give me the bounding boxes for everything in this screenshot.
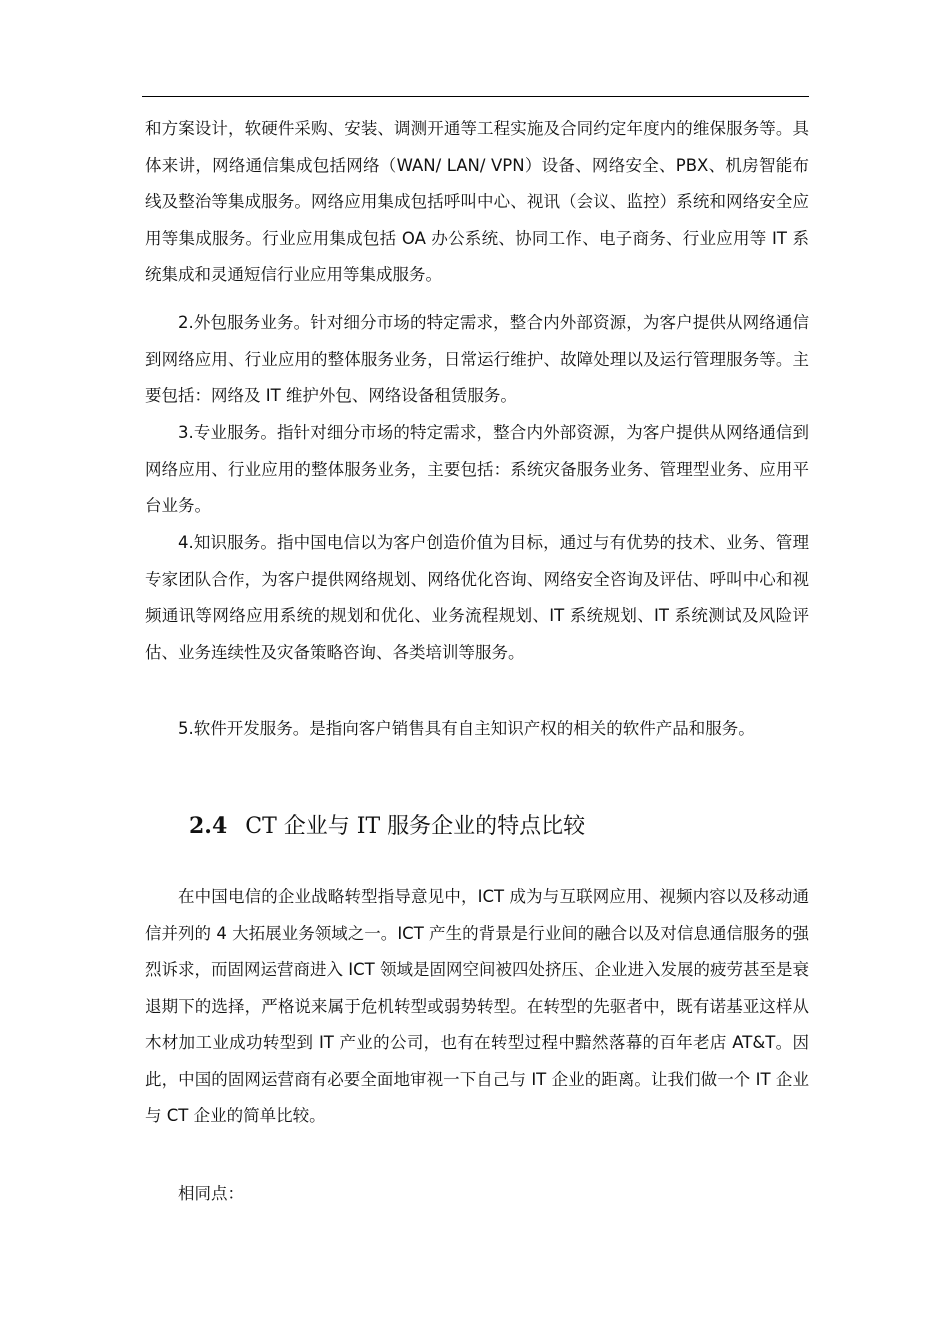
- body-paragraph: 相同点：: [178, 1184, 244, 1203]
- section-title: CT 企业与 IT 服务企业的特点比较: [245, 814, 586, 839]
- section-heading: [189, 806, 585, 847]
- body-paragraph: 在中国电信的企业战略转型指导意见中，ICT 成为与互联网应用、视频内容以及移动通信并列的 4 大拓展业务领域之一。ICT 产生的背景是行业间的融合以及对信息通信服务的强烈诉求，而固网运营商进入 ICT 领域是固网空间被四处挤压、企业进入发展的疲劳甚至是衰退期下的选择，严格说来属于危机转型或弱势转型。在转型的先驱者中，既有诺基亚这样从木材加工业成功转型到 IT 产业的公司，也有在转型过程中黯然落幕的百年老店 AT&T。因此，中国的固网运营商有必要全面地审视一下自己与 IT 企业的距离。让我们做一个 IT 企业与 CT 企业的简单比较。: [145, 887, 809, 1125]
- body-paragraph: 2.外包服务业务。针对细分市场的特定需求，整合内外部资源，为客户提供从网络通信到网络应用、行业应用的整体服务业务，日常运行维护、故障处理以及运行管理服务等。主要包括：网络及 IT 维护外包、网络设备租赁服务。: [145, 313, 809, 405]
- body-paragraph: 3.专业服务。指针对细分市场的特定需求，整合内外部资源，为客户提供从网络通信到网络应用、行业应用的整体服务业务，主要包括：系统灾备服务业务、管理型业务、应用平台业务。: [145, 423, 809, 515]
- header-rule: [142, 96, 809, 97]
- body-paragraph: 5.软件开发服务。是指向客户销售具有自主知识产权的相关的软件产品和服务。: [178, 719, 755, 738]
- section-number: 2.4: [189, 813, 228, 839]
- body-paragraph: 4.知识服务。指中国电信以为客户创造价值为目标，通过与有优势的技术、业务、管理专家团队合作，为客户提供网络规划、网络优化咨询、网络安全咨询及评估、呼叫中心和视频通讯等网络应用系统的规划和优化、业务流程规划、IT 系统规划、IT 系统测试及风险评估、业务连续性及灾备策略咨询、各类培训等服务。: [145, 533, 809, 662]
- body-paragraph: 和方案设计，软硬件采购、安装、调测开通等工程实施及合同约定年度内的维保服务等。具体来讲，网络通信集成包括网络（WAN/ LAN/ VPN）设备、网络安全、PBX、机房智能布线及整治等集成服务。网络应用集成包括呼叫中心、视讯（会议、监控）系统和网络安全应用等集成服务。行业应用集成包括 OA 办公系统、协同工作、电子商务、行业应用等 IT 系统集成和灵通短信行业应用等集成服务。: [145, 119, 809, 284]
